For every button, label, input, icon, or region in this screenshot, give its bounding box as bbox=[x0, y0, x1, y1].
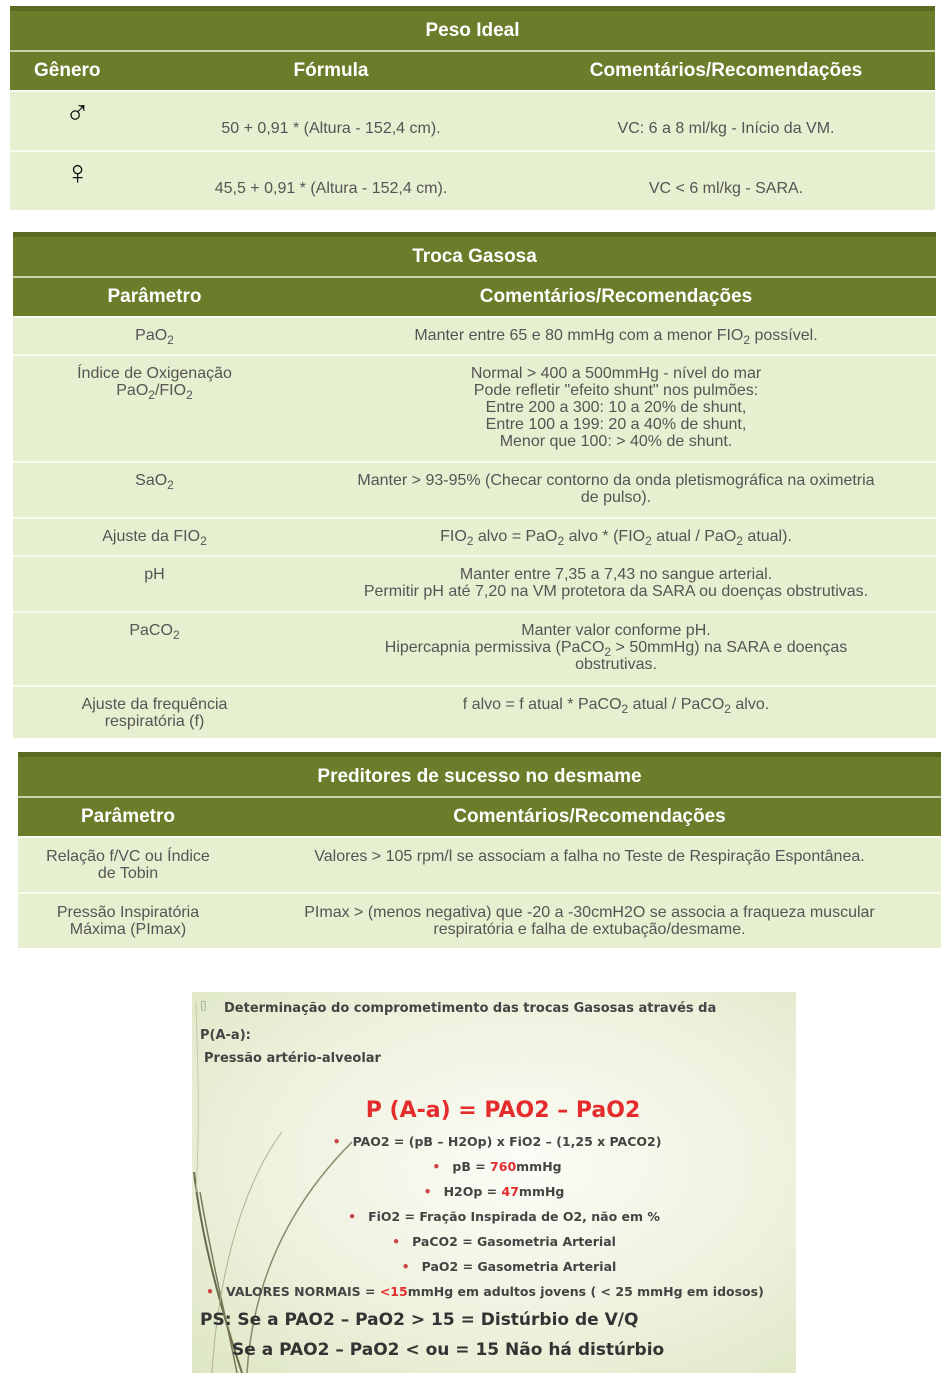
column-header-genero: Gênero bbox=[34, 60, 101, 81]
table-row bbox=[18, 836, 941, 892]
table-header-row bbox=[18, 798, 941, 836]
parameter-cell: Pressão Inspiratória Máxima (PImax) bbox=[56, 904, 200, 938]
table-row bbox=[10, 90, 935, 150]
table-row bbox=[13, 354, 936, 461]
comment-cell: Valores > 105 rpm/l se associam a falha no Teste de Respiração Espontânea. bbox=[314, 848, 865, 865]
paco2-definition: • PaCO2 = Gasometria Arterial bbox=[392, 1234, 616, 1249]
table-title: Peso Ideal bbox=[10, 6, 935, 52]
peso-ideal-table bbox=[10, 6, 935, 210]
column-header-formula: Fórmula bbox=[293, 60, 369, 81]
pressao-arterio-alveolar-slide bbox=[192, 992, 796, 1373]
comment-cell: PImax > (menos negativa) que -20 a -30cmH2O se associa a fraqueza muscular respiratória e falha de extubação/desmame. bbox=[304, 904, 875, 938]
comment-cell: VC < 6 ml/kg - SARA. bbox=[648, 180, 804, 197]
column-header-parametro: Parâmetro bbox=[81, 806, 175, 827]
parameter-cell: SaO$_2$ bbox=[135, 472, 174, 493]
normal-values: • VALORES NORMAIS = <15mmHg em adultos jovens ( < 25 mmHg em idosos) bbox=[206, 1284, 764, 1299]
comment-cell: $FIO_2$ alvo = PaO$_2$ alvo * ($FIO_2$ atual / PaO$_2$ atual). bbox=[440, 528, 792, 549]
table-row bbox=[13, 517, 936, 555]
fio2-definition: • FiO2 = Fração Inspirada de O2, não em % bbox=[348, 1209, 660, 1224]
parameter-cell: Índice de Oxigenação $PaO_2/FIO_2$ bbox=[77, 365, 232, 403]
parameter-cell: Ajuste da $FIO_2$ bbox=[102, 528, 207, 549]
parameter-cell: PaO$_2$ bbox=[135, 327, 174, 348]
parameter-cell: Relação f/VC ou Índice de Tobin bbox=[46, 848, 210, 882]
ps-line2: Se a PAO2 – PaO2 < ou = 15 Não há distúrbio bbox=[232, 1340, 665, 1360]
pao2-definition: • PaO2 = Gasometria Arterial bbox=[401, 1259, 617, 1274]
comment-cell: Normal > 400 a 500mmHg - nível do mar Pode refletir "efeito shunt" nos pulmões: Entre 200 a 300: 10 a 20% de shunt, Entre 100 a 199: 20 a 40% de shunt, Menor que 100: > 40% de shunt. bbox=[470, 365, 762, 450]
slide-heading-line1: Determinação do comprometimento das trocas Gasosas através da bbox=[224, 1001, 717, 1016]
slide-heading-line3: Pressão artério-alveolar bbox=[204, 1051, 381, 1066]
bullet-icon: ▯ bbox=[200, 998, 207, 1012]
column-header-comentarios: Comentários/Recomendações bbox=[589, 60, 863, 81]
slide-heading-line2: P(A-a): bbox=[200, 1028, 251, 1043]
formula-cell: 50 + 0,91 * (Altura - 152,4 cm). bbox=[221, 120, 441, 137]
comment-cell: Manter valor conforme pH. Hipercapnia permissiva (PaCO$_2$ > 50mmHg) na SARA e doenças obstrutivas. bbox=[384, 622, 848, 673]
formula-cell: 45,5 + 0,91 * (Altura - 152,4 cm). bbox=[214, 180, 448, 197]
parameter-cell: pH bbox=[144, 566, 165, 583]
comment-cell: Manter entre 65 e 80 mmHg com a menor $FIO_2$ possível. bbox=[414, 327, 818, 348]
comment-cell: VC: 6 a 8 ml/kg - Início da VM. bbox=[617, 120, 835, 137]
table-row bbox=[13, 685, 936, 738]
female-symbol-icon: ♀ bbox=[64, 154, 91, 192]
main-formula: P (A-a) = PAO2 – PaO2 bbox=[365, 1098, 641, 1123]
comment-cell: f alvo = f atual * PaCO$_2$ atual / PaCO$_2$ alvo. bbox=[462, 696, 770, 717]
column-header-comentarios: Comentários/Recomendações bbox=[453, 806, 726, 827]
table-body bbox=[13, 316, 936, 738]
desmame-table bbox=[18, 752, 941, 948]
column-header-comentarios: Comentários/Recomendações bbox=[479, 286, 753, 307]
table-row bbox=[10, 150, 935, 210]
table-header-row bbox=[13, 278, 936, 316]
table-title: Troca Gasosa bbox=[13, 232, 936, 278]
ps-line1: PS: Se a PAO2 – PaO2 > 15 = Distúrbio de V/Q bbox=[200, 1310, 639, 1330]
column-header-parametro: Parâmetro bbox=[107, 286, 202, 307]
parameter-cell: PaCO$_2$ bbox=[129, 622, 180, 643]
table-row bbox=[18, 892, 941, 948]
comment-cell: Manter entre 7,35 a 7,43 no sangue arterial. Permitir pH até 7,20 na VM protetora da SARA ou doenças obstrutivas. bbox=[363, 566, 869, 600]
h2op-value: • H2Op = 47mmHg bbox=[423, 1184, 565, 1199]
troca-gasosa-table bbox=[13, 232, 936, 738]
table-title: Preditores de sucesso no desmame bbox=[18, 752, 941, 798]
male-symbol-icon: ♂ bbox=[64, 94, 91, 132]
parameter-cell: Ajuste da frequência respiratória (f) bbox=[81, 696, 228, 730]
table-row bbox=[13, 611, 936, 685]
table-row bbox=[13, 555, 936, 611]
comment-cell: Manter > 93-95% (Checar contorno da onda pletismográfica na oximetria de pulso). bbox=[357, 472, 875, 506]
table-header-row bbox=[10, 52, 935, 90]
pb-value: • pB = 760mmHg bbox=[432, 1159, 562, 1174]
pao2-formula: • PAO2 = (pB – H2Op) x FiO2 – (1,25 x PACO2) bbox=[332, 1134, 662, 1149]
table-body bbox=[18, 836, 941, 948]
table-row bbox=[13, 316, 936, 354]
table-row bbox=[13, 461, 936, 517]
